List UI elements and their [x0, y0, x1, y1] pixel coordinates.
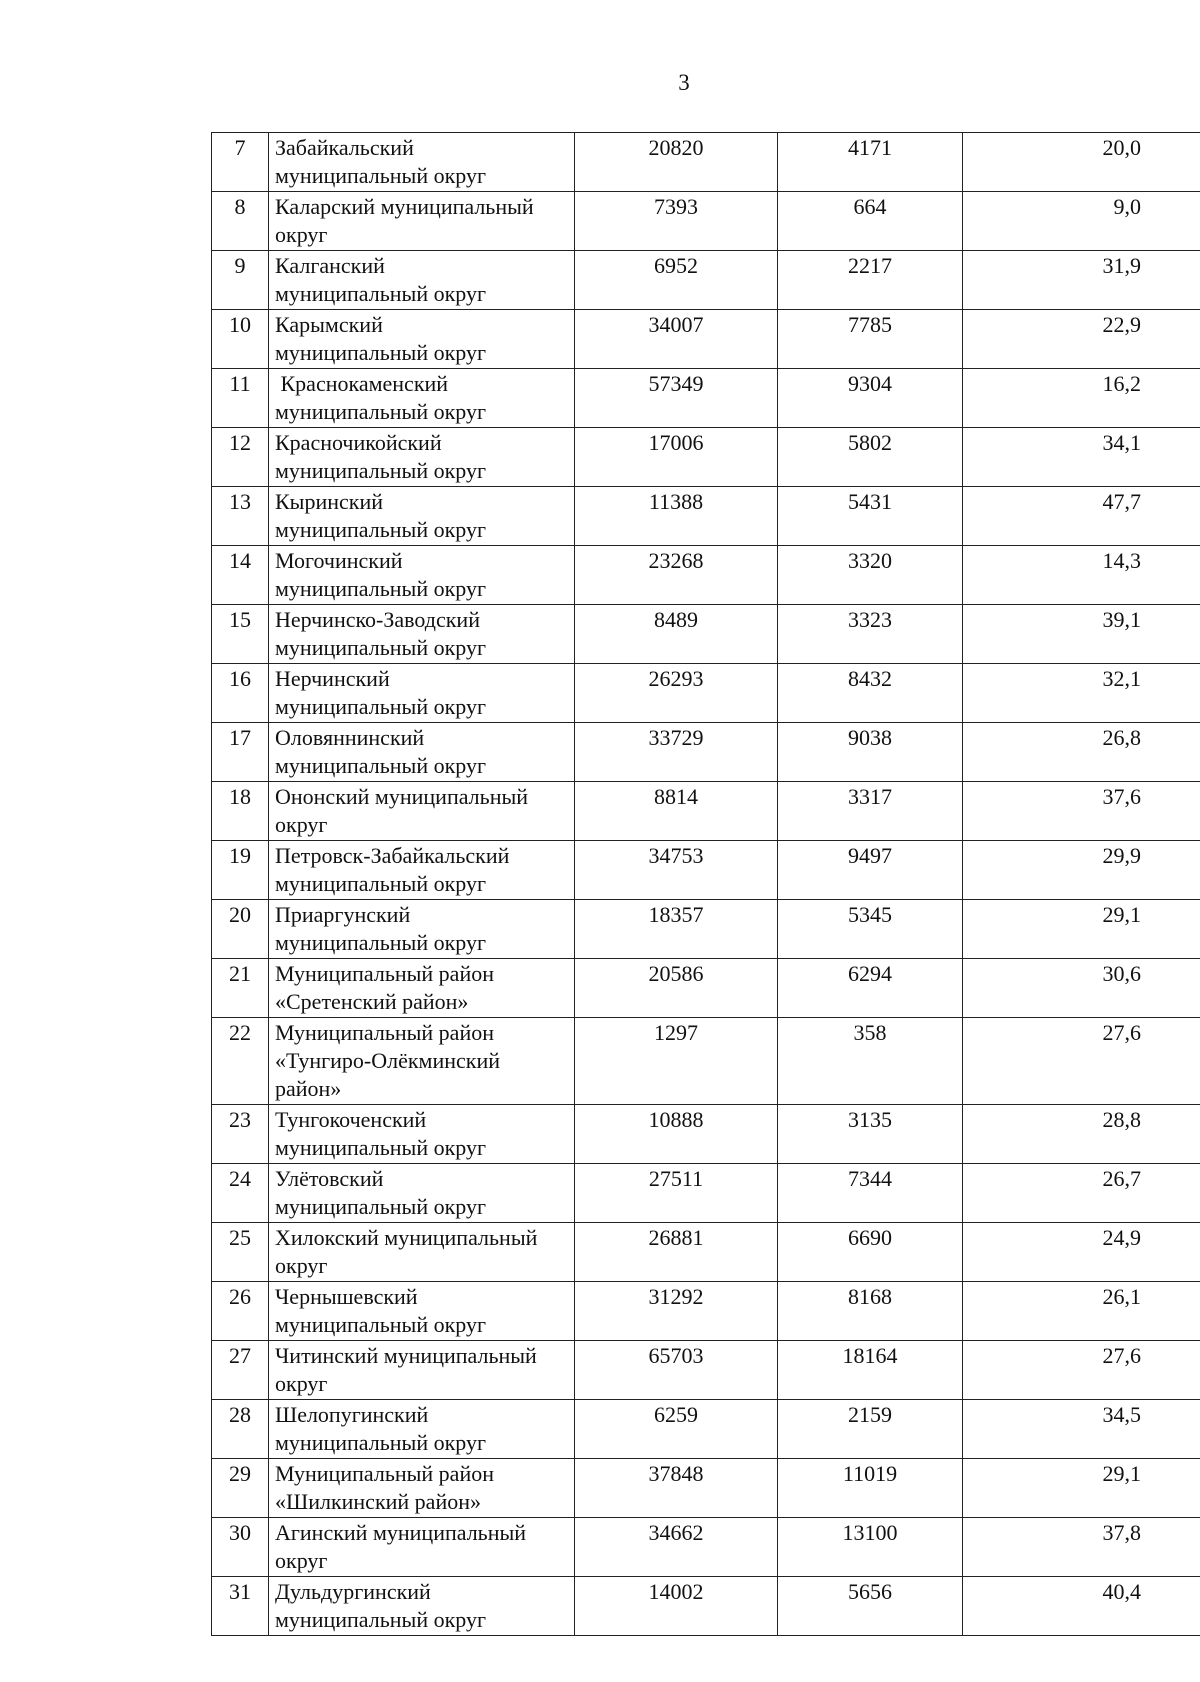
total-value-cell: 33729	[575, 723, 778, 782]
row-number-cell: 30	[212, 1518, 269, 1577]
row-number-cell: 10	[212, 310, 269, 369]
table-row	[212, 428, 1200, 487]
row-number-cell: 28	[212, 1400, 269, 1459]
percent-value-cell: 27,6	[963, 1018, 1200, 1105]
total-value-cell: 31292	[575, 1282, 778, 1341]
row-number-cell: 24	[212, 1164, 269, 1223]
table-row	[212, 1341, 1200, 1400]
district-name-cell: Агинский муниципальный округ	[269, 1518, 575, 1577]
percent-value-cell: 47,7	[963, 487, 1200, 546]
total-value-cell: 8814	[575, 782, 778, 841]
table-row	[212, 1400, 1200, 1459]
count-value-cell: 2159	[778, 1400, 963, 1459]
total-value-cell: 17006	[575, 428, 778, 487]
total-value-cell: 10888	[575, 1105, 778, 1164]
table-row	[212, 664, 1200, 723]
district-name-cell: Муниципальный район «Сретенский район»	[269, 959, 575, 1018]
total-value-cell: 11388	[575, 487, 778, 546]
district-name-cell: Калганский муниципальный округ	[269, 251, 575, 310]
count-value-cell: 2217	[778, 251, 963, 310]
total-value-cell: 20820	[575, 133, 778, 192]
row-number-cell: 18	[212, 782, 269, 841]
row-number-cell: 7	[212, 133, 269, 192]
district-name-cell: Улётовский муниципальный округ	[269, 1164, 575, 1223]
row-number-cell: 29	[212, 1459, 269, 1518]
district-name-cell: Муниципальный район «Тунгиро-Олёкминский район»	[269, 1018, 575, 1105]
total-value-cell: 26881	[575, 1223, 778, 1282]
total-value-cell: 34007	[575, 310, 778, 369]
total-value-cell: 20586	[575, 959, 778, 1018]
total-value-cell: 6259	[575, 1400, 778, 1459]
page-number: 3	[678, 70, 690, 95]
table-row	[212, 1459, 1200, 1518]
district-name-cell: Петровск-Забайкальский муниципальный округ	[269, 841, 575, 900]
table-row	[212, 900, 1200, 959]
total-value-cell: 65703	[575, 1341, 778, 1400]
count-value-cell: 3135	[778, 1105, 963, 1164]
table-row	[212, 1223, 1200, 1282]
row-number-cell: 26	[212, 1282, 269, 1341]
row-number-cell: 19	[212, 841, 269, 900]
row-number-cell: 9	[212, 251, 269, 310]
count-value-cell: 358	[778, 1018, 963, 1105]
total-value-cell: 23268	[575, 546, 778, 605]
count-value-cell: 3323	[778, 605, 963, 664]
percent-value-cell: 32,1	[963, 664, 1200, 723]
table-row	[212, 841, 1200, 900]
table-body	[212, 133, 1200, 1636]
district-name-cell: Шелопугинский муниципальный округ	[269, 1400, 575, 1459]
district-name-cell: Забайкальский муниципальный округ	[269, 133, 575, 192]
total-value-cell: 37848	[575, 1459, 778, 1518]
total-value-cell: 26293	[575, 664, 778, 723]
district-name-cell: Карымский муниципальный округ	[269, 310, 575, 369]
row-number-cell: 8	[212, 192, 269, 251]
percent-value-cell: 26,7	[963, 1164, 1200, 1223]
table-row	[212, 1018, 1200, 1105]
percent-value-cell: 14,3	[963, 546, 1200, 605]
table-row	[212, 133, 1200, 192]
table-row	[212, 546, 1200, 605]
count-value-cell: 18164	[778, 1341, 963, 1400]
percent-value-cell: 29,1	[963, 900, 1200, 959]
count-value-cell: 8432	[778, 664, 963, 723]
table-row	[212, 487, 1200, 546]
table-row	[212, 192, 1200, 251]
total-value-cell: 18357	[575, 900, 778, 959]
percent-value-cell: 9,0	[963, 192, 1200, 251]
district-name-cell: Могочинский муниципальный округ	[269, 546, 575, 605]
row-number-cell: 15	[212, 605, 269, 664]
district-name-cell: Читинский муниципальный округ	[269, 1341, 575, 1400]
total-value-cell: 1297	[575, 1018, 778, 1105]
percent-value-cell: 26,1	[963, 1282, 1200, 1341]
district-name-cell: Красночикойский муниципальный округ	[269, 428, 575, 487]
district-name-cell: Приаргунский муниципальный округ	[269, 900, 575, 959]
percent-value-cell: 31,9	[963, 251, 1200, 310]
district-name-cell: Чернышевский муниципальный округ	[269, 1282, 575, 1341]
row-number-cell: 21	[212, 959, 269, 1018]
row-number-cell: 31	[212, 1577, 269, 1636]
row-number-cell: 16	[212, 664, 269, 723]
percent-value-cell: 28,8	[963, 1105, 1200, 1164]
percent-value-cell: 22,9	[963, 310, 1200, 369]
percent-value-cell: 40,4	[963, 1577, 1200, 1636]
district-name-cell: Краснокаменский муниципальный округ	[269, 369, 575, 428]
percent-value-cell: 34,5	[963, 1400, 1200, 1459]
count-value-cell: 11019	[778, 1459, 963, 1518]
percent-value-cell: 37,8	[963, 1518, 1200, 1577]
table-row	[212, 1164, 1200, 1223]
district-name-cell: Оловяннинский муниципальный округ	[269, 723, 575, 782]
total-value-cell: 57349	[575, 369, 778, 428]
percent-value-cell: 24,9	[963, 1223, 1200, 1282]
total-value-cell: 27511	[575, 1164, 778, 1223]
district-name-cell: Дульдургинский муниципальный округ	[269, 1577, 575, 1636]
district-name-cell: Хилокский муниципальный округ	[269, 1223, 575, 1282]
row-number-cell: 17	[212, 723, 269, 782]
count-value-cell: 9038	[778, 723, 963, 782]
district-name-cell: Тунгокоченский муниципальный округ	[269, 1105, 575, 1164]
count-value-cell: 3317	[778, 782, 963, 841]
table-row	[212, 1577, 1200, 1636]
count-value-cell: 8168	[778, 1282, 963, 1341]
percent-value-cell: 29,1	[963, 1459, 1200, 1518]
total-value-cell: 14002	[575, 1577, 778, 1636]
count-value-cell: 7785	[778, 310, 963, 369]
count-value-cell: 5345	[778, 900, 963, 959]
table-row	[212, 1105, 1200, 1164]
table-row	[212, 782, 1200, 841]
row-number-cell: 11	[212, 369, 269, 428]
district-name-cell: Муниципальный район «Шилкинский район»	[269, 1459, 575, 1518]
row-number-cell: 25	[212, 1223, 269, 1282]
row-number-cell: 14	[212, 546, 269, 605]
table-row	[212, 1282, 1200, 1341]
count-value-cell: 9497	[778, 841, 963, 900]
count-value-cell: 4171	[778, 133, 963, 192]
percent-value-cell: 20,0	[963, 133, 1200, 192]
count-value-cell: 3320	[778, 546, 963, 605]
percent-value-cell: 30,6	[963, 959, 1200, 1018]
table-row	[212, 605, 1200, 664]
percent-value-cell: 29,9	[963, 841, 1200, 900]
percent-value-cell: 26,8	[963, 723, 1200, 782]
table-row	[212, 723, 1200, 782]
count-value-cell: 5656	[778, 1577, 963, 1636]
percent-value-cell: 37,6	[963, 782, 1200, 841]
row-number-cell: 22	[212, 1018, 269, 1105]
table-row	[212, 959, 1200, 1018]
count-value-cell: 9304	[778, 369, 963, 428]
count-value-cell: 7344	[778, 1164, 963, 1223]
district-name-cell: Каларский муниципальный округ	[269, 192, 575, 251]
count-value-cell: 5431	[778, 487, 963, 546]
table-row	[212, 1518, 1200, 1577]
count-value-cell: 6294	[778, 959, 963, 1018]
district-name-cell: Нерчинско-Заводский муниципальный округ	[269, 605, 575, 664]
total-value-cell: 7393	[575, 192, 778, 251]
count-value-cell: 5802	[778, 428, 963, 487]
district-name-cell: Кыринский муниципальный округ	[269, 487, 575, 546]
total-value-cell: 34753	[575, 841, 778, 900]
percent-value-cell: 16,2	[963, 369, 1200, 428]
district-name-cell: Нерчинский муниципальный округ	[269, 664, 575, 723]
count-value-cell: 664	[778, 192, 963, 251]
table-row	[212, 310, 1200, 369]
count-value-cell: 13100	[778, 1518, 963, 1577]
district-table	[211, 132, 1200, 1636]
percent-value-cell: 27,6	[963, 1341, 1200, 1400]
percent-value-cell: 34,1	[963, 428, 1200, 487]
count-value-cell: 6690	[778, 1223, 963, 1282]
row-number-cell: 13	[212, 487, 269, 546]
district-name-cell: Ононский муниципальный округ	[269, 782, 575, 841]
percent-value-cell: 39,1	[963, 605, 1200, 664]
total-value-cell: 8489	[575, 605, 778, 664]
total-value-cell: 34662	[575, 1518, 778, 1577]
row-number-cell: 27	[212, 1341, 269, 1400]
row-number-cell: 20	[212, 900, 269, 959]
table-row	[212, 369, 1200, 428]
total-value-cell: 6952	[575, 251, 778, 310]
row-number-cell: 23	[212, 1105, 269, 1164]
table-row	[212, 251, 1200, 310]
row-number-cell: 12	[212, 428, 269, 487]
